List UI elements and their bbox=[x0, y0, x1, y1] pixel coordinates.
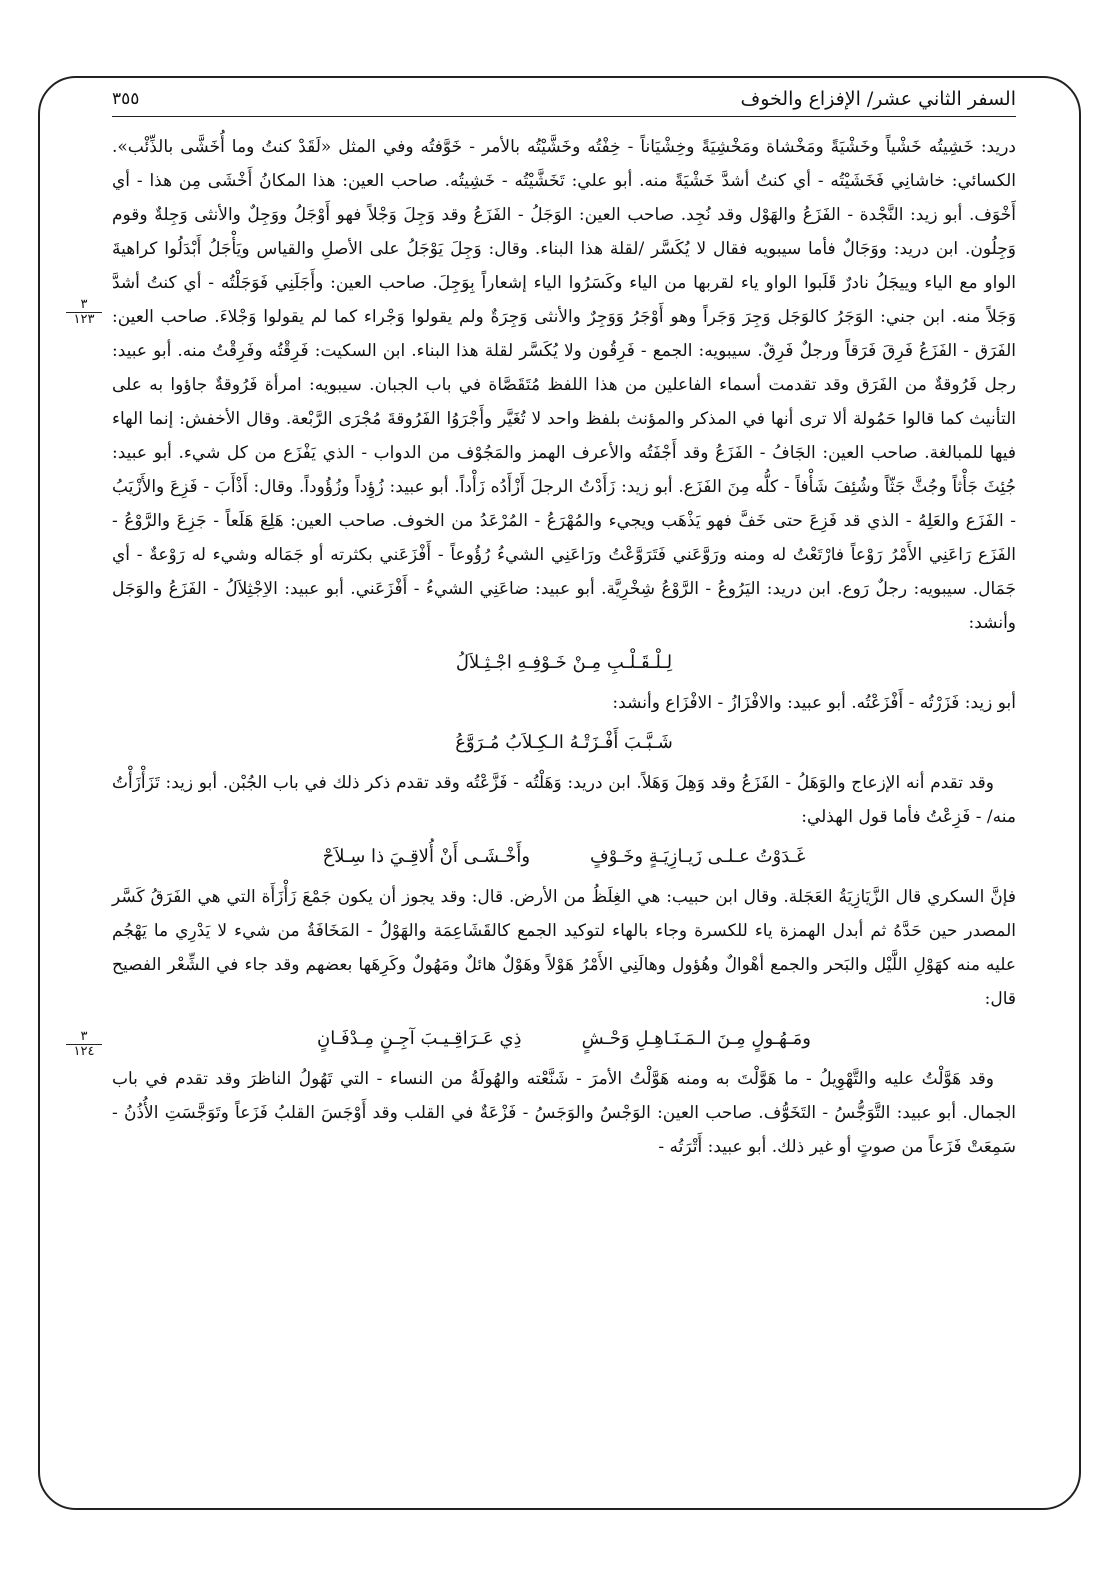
paragraph: دريد: خَشِيتُه خَشْياً وخَشْيَةً ومَخْشاة ومَخْشِيَةً وخِشْيَاناً - خِفْتُه وخَشَّيْتُه بالأمر - خَوَّفتُه وفي المثل «لَقَدْ كنتُ وما أُخَشَّى بالذِّئْب». الكسائي: خاشانِي فَخَشَيْتُه - أي كنتُ أشدَّ خَشْيَةً منه. أبو علي: تَخَشَّيْتُه - خَشِيتُه. صاحب العين: هذا المكانُ أَخْشَى مِن هذا - أي أَخْوَف. أبو زيد: النَّجْدة - الفَزَعُ والهَوْل وقد نُجِد. صاحب العين: الوَجَلُ - الفَزَعُ وقد وَجِلَ وَجْلاً فهو أَوْجَلُ ووَجِلٌ والأنثى وَجِلةٌ وقوم وَجِلُون. ابن دريد: ووَجَالٌ فأما سيبويه فقال لا يُكَسَّر /لقلة هذا البناء. وقال: وَجِلَ يَوْجَلُ على الأصلِ والقياس ويَأْجَلُ أَبْدَلُوا كراهيةَ الواو مع الياء وييجَلُ نادرٌ قَلَبوا الواو ياء لقربها من الياء وكَسَرُوا الياء إشعاراً بِوَجِلَ. صاحب العين: وأَجَلَنِي فَوَجَلْتُه - أي كنتُ أشدَّ وَجَلاً منه. ابن جني: الوَجَرُ كالوَجَل وَجِرَ وَجَراً وهو أَوْجَرُ وَوَجِرٌ والأنثى وَجِرَةٌ ولم يقولوا وَجْراء كما لم يقولوا وَجْلاءَ. صاحب العين: الفَرَق - الفَزَعُ فَرِقَ فَرَقاً ورجلٌ فَرِقٌ. سيبويه: الجمع - فَرِقُون ولا يُكَسَّر لقلة هذا البناء. ابن السكيت: فَرِقْتُه وفَرِقْتُ منه. أبو عبيد: رجل فَرُوقةٌ من الفَرَق وقد تقدمت أسماء الفاعلين من هذا اللفظ مُتَقَصَّاة في باب الجبان. سيبويه: امرأة فَرُوقةٌ جاؤوا به على التأنيث كما قالوا حَمُولة ألا ترى أنها في المذكر والمؤنث بلفظ واحد لا تُغَيَّر وأَجْرَوُا الفَرُوقةَ مُجْرَى الرَّبْعة. وقال الأخفش: إنما الهاء فيها للمبالغة. صاحب العين: الجَافُ - الفَزَعُ وقد أَجْفَتُه والأعرف الهمز والمَجُوْف من الدواب - الذي يَفْزَع من كل شيء. أبو عبيد: جُئِثَ جَأْثاً وجُثَّ جَثّاً وشُئِفَ شَأْفاً - كلُّه مِنَ الفَزَع. أبو زيد: زَأَدْتُ الرجلَ أَزْأَدُه زَأْداً. أبو عبيد: زُؤِداً وزُؤُوداً. وقال: أَذْأَبَ - فَزِعَ والأَزْيَبُ - الفَزَع والعَلِهُ - الذي قد فَزِعَ حتى خَفَّ فهو يَذْهَب ويجيء والمُهْرَعُ - المُرْعَدُ من الخوف. صاحب العين: هَلِعَ هَلَعاً - جَزِعَ والرَّوْعُ - الفَزَع رَاعَنِي الأَمْرُ رَوْعاً فارْتَعْتُ له ومنه ورَوَّعَني فَتَرَوَّعْتُ ورَاعَنِي الشيءُ رُؤُوعاً - أَفْزَعَني بكثرته أو جَمَاله وشيء له رَوْعةٌ - أي جَمَال. سيبويه: رجلٌ رَوع. ابن دريد: اليَرُوعُ - الرَّوْعُ شِخْرِيَّة. أبو عبيد: ضاعَنِي الشيءُ - أَفْزَعَني. أبو عبيد: الاِجْثِلاَلُ - الفَزَعُ والوَجَل وأنشد: bbox=[112, 137, 1016, 633]
paragraph: وقد تقدم أنه الإزعاج والوَهَلُ - الفَزَعُ وقد وَهِلَ وَهَلاً. ابن دريد: وَهَلْتُه - فَزَّعْتُه وقد تقدم ذكر ذلك في باب الجُبْن. أبو زيد: تَزَأْزَأْتُ منه/ - فَزِعْتُ فأما قول الهذلي: bbox=[112, 773, 1016, 827]
verse-hemistich: ومَـهُـولٍ مِـنَ الـمَـنَـاهِـلِ وَحْـشٍ bbox=[581, 1028, 811, 1049]
paragraph: فإنَّ السكري قال الزَّيَازِيَةُ العَجَلة. وقال ابن حبيب: هي الغِلَظُ من الأرض. قال: وقد يجوز أن يكون جَمْعَ زَأْزَأَة التي هي الفَرَقُ كَسَّر المصدر حين حَدَّهُ ثم أبدل الهمزة ياء للكسرة وجاء بالهاء لتوكيد الجمع كالقَشَاعِمَة والهَوْلُ - المَخَافَةُ من شيء لا يَدْرِي ما يَهْجُم عليه منه كهَوْلِ اللَّيْل والبَحر والجمع أهْوالٌ وهُؤول وهالَنِي الأَمْرُ هَوْلاً وهَوْلٌ هائلٌ ومَهُولٌ وكَرِهَها بعضهم وقد جاء في الشِّعْر الفصيح قال: bbox=[112, 887, 1016, 1009]
header-rule bbox=[112, 116, 1016, 117]
body-text bbox=[112, 130, 1016, 1490]
running-title: السفر الثاني عشر/ الإفزاع والخوف bbox=[740, 88, 1016, 110]
verse-hemistich: ذِي عَـرَاقِـيـبَ آجِـنٍ مِـدْفَـانٍ bbox=[317, 1028, 522, 1049]
margin-note: ٣ ١٢٤ bbox=[66, 1030, 102, 1059]
verse-line: لِـلْـقَـلْـبِ مِـنْ خَـوْفِـهِ اجْـثِـلاَلُ bbox=[455, 652, 673, 673]
verse-line: شَـبَّـبَ أَفْـزَتْـهُ الـكِـلاَبُ مُـرَوَّعُ bbox=[455, 732, 673, 753]
verse-hemistich: وأَخْـشَـى أَنْ أُلاقِـيَ ذا سِـلاَحْ bbox=[322, 846, 531, 867]
margin-note: ٣ ١٢٣ bbox=[66, 298, 102, 327]
page-number: ٣٥٥ bbox=[112, 89, 140, 109]
paragraph: أبو زيد: فَزَرْتُه - أَفْزَعْتُه. أبو عبيد: والافْزَازُ - الافْزَاع وأنشد: bbox=[612, 693, 1016, 713]
page-header bbox=[112, 86, 1016, 112]
verse-couplet bbox=[112, 840, 1016, 874]
verse-hemistich: غَـدَوْتُ عـلـى زَيـازِيَـةٍ وخَـوْفٍ bbox=[590, 846, 806, 867]
paragraph: وقد هَوَّلْتُ عليه والتَّهْوِيلُ - ما هَوَّلْتَ به ومنه هَوَّلْتُ الأمرَ - شَنَّعْته والهُولَةُ من النساء - التي تَهُولُ الناظرَ وقد تقدم في باب الجمال. أبو عبيد: التَّوَجُّسُ - التَخَوُّف. صاحب العين: الوَجْسُ والوَجَسُ - فَزْعَةٌ في القلب وقد أَوْجَسَ القلبُ فَزَعاً وتَوَجَّسَتِ الأُذُنُ - سَمِعَتْ فَزَعاً من صوتٍ أو غير ذلك. أبو عبيد: أَتْرَتُه - bbox=[112, 1069, 1017, 1157]
verse-couplet bbox=[112, 1022, 1016, 1056]
